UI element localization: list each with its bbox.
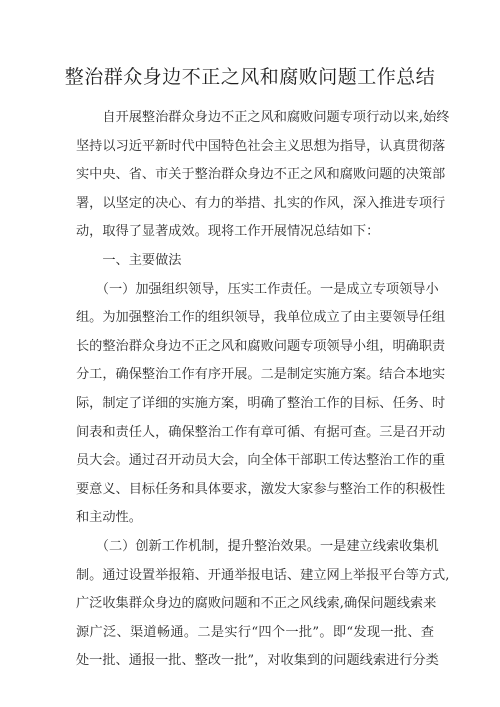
body-line: 实中央、省、市关于整治群众身边不正之风和腐败问题的决策部 — [76, 167, 446, 183]
body-line: 坚持以习近平新时代中国特色社会主义思想为指导，认真贯彻落 — [76, 138, 446, 154]
body-line: 要意义、目标任务和具体要求，激发大家参与整治工作的积极性 — [76, 481, 446, 497]
section-heading: 一、主要做法 — [76, 252, 182, 268]
body-line: 和主动性。 — [76, 510, 142, 526]
body-line: 广泛收集群众身边的腐败问题和不正之风线索,确保问题线索来 — [76, 596, 437, 612]
body-line: 处一批、通报一批、整改一批”，对收集到的问题线索进行分类 — [76, 653, 439, 669]
body-line: 间表和责任人，确保整治工作有章可循、有据可查。三是召开动 — [76, 424, 446, 440]
body-line: 动，取得了显著成效。现将工作开展情况总结如下： — [76, 224, 380, 240]
document-title: 整治群众身边不正之风和腐败问题工作总结 — [64, 66, 436, 88]
body-line: 组。为加强整治工作的组织领导，我单位成立了由主要领导任组 — [76, 310, 446, 326]
body-line: 分工，确保整治工作有序开展。二是制定实施方案。结合本地实 — [76, 367, 446, 383]
body-line: （一）加强组织领导，压实工作责任。一是成立专项领导小 — [76, 281, 439, 297]
body-line: 际，制定了详细的实施方案，明确了整治工作的目标、任务、时 — [76, 395, 446, 411]
body-line: 自开展整治群众身边不正之风和腐败问题专项行动以来,始终 — [76, 110, 450, 125]
document-body — [76, 104, 450, 676]
body-line: 源广泛、渠道畅通。二是实行“四个一批”。即“发现一批、查 — [76, 624, 434, 640]
body-line: 长的整治群众身边不正之风和腐败问题专项领导小组，明确职责 — [76, 338, 446, 354]
body-line: （二）创新工作机制，提升整治效果。一是建立线索收集机 — [76, 538, 439, 554]
body-line: 制。通过设置举报箱、开通举报电话、建立网上举报平台等方式, — [76, 567, 450, 583]
body-line: 署，以坚定的决心、有力的举措、扎实的作风，深入推进专项行 — [76, 195, 446, 211]
body-line: 员大会。通过召开动员大会，向全体干部职工传达整治工作的重 — [76, 453, 446, 469]
